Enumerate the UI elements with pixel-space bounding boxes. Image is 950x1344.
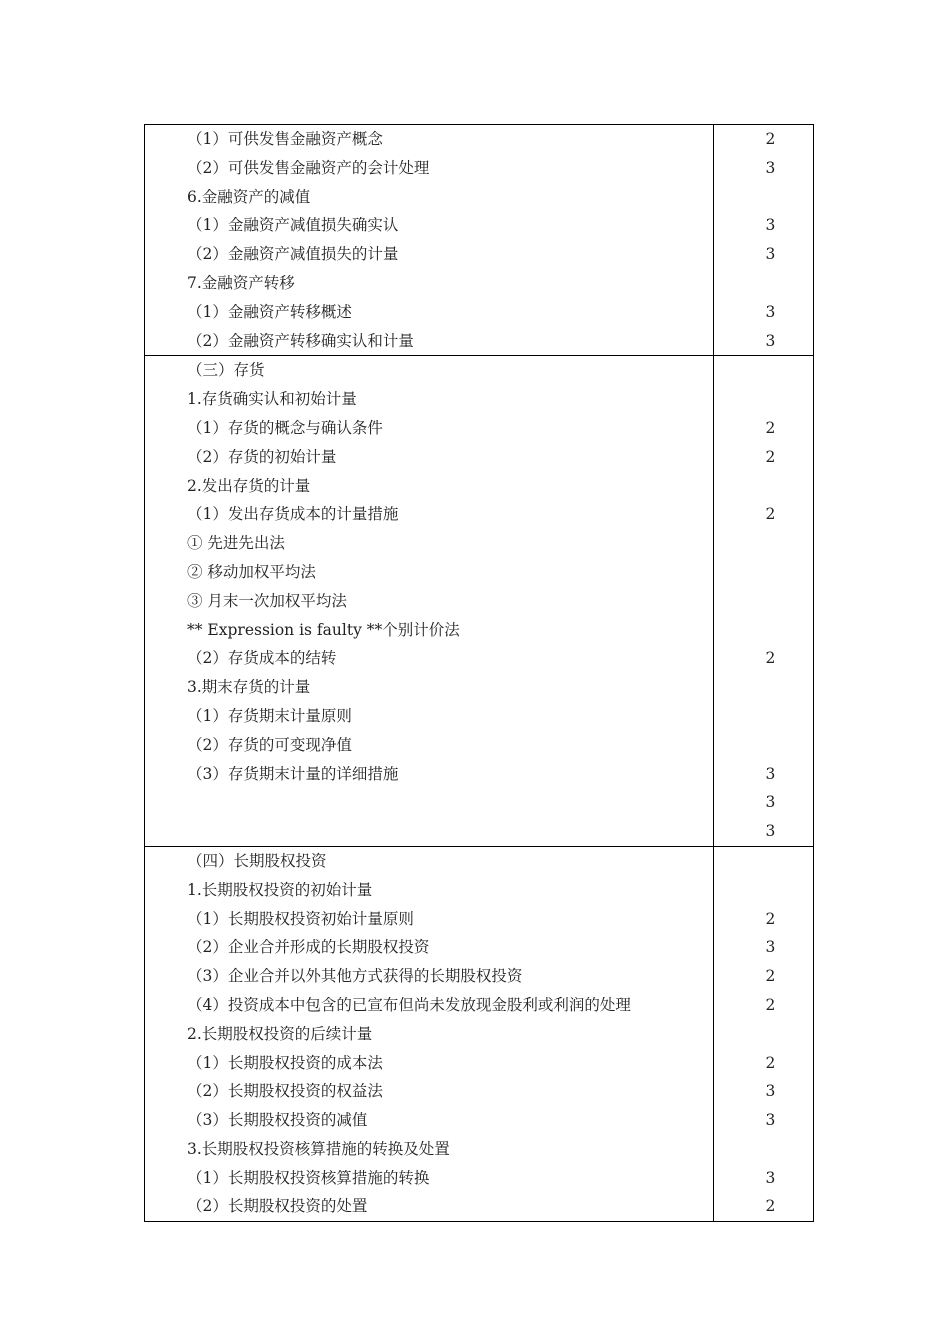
syllabus-table-body [145,125,814,1222]
hours-value: 2 [765,130,776,148]
outline-item: （2）可供发售金融资产的会计处理 [187,158,430,177]
hours-value: 2 [765,649,776,668]
outline-item: （4）投资成本中包含的已宣布但尚未发放现金股利或利润的处理 [187,995,631,1014]
outline-item: （2）存货成本的结转 [187,649,337,668]
section-row [145,356,814,847]
hours-value: 2 [765,909,776,928]
content-cell [145,356,714,847]
outline-item: （2）长期股权投资的处置 [187,1197,368,1216]
outline-item: （2）金融资产减值损失的计量 [187,245,399,264]
hours-value [714,847,813,876]
hours-value: 2 [765,967,776,986]
hours-value [714,385,813,414]
outline-item: （3）存货期末计量的详细措施 [187,764,399,783]
content-cell [145,125,714,356]
hours-value: 2 [765,447,776,466]
hours-cell [713,356,813,847]
outline-item: ** Expression is faulty **个别计价法 [187,620,460,639]
hours-value: 3 [765,822,776,841]
outline-item: 2.发出存货的计量 [187,476,311,495]
hours-value: 3 [765,764,776,783]
hours-value: 3 [765,1168,776,1187]
hours-value [714,1135,813,1164]
outline-item: （1）发出存货成本的计量措施 [187,505,399,524]
outline-item: （1）金融资产减值损失确实认 [187,216,399,235]
outline-item [145,817,713,846]
hours-value [714,587,813,616]
section-row [145,846,814,1221]
outline-item: （1）存货的概念与确认条件 [187,418,383,437]
hours-cell [713,125,813,356]
hours-value [714,616,813,645]
hours-value: 3 [765,793,776,812]
hours-value [714,558,813,587]
hours-value [714,472,813,501]
hours-value [714,529,813,558]
outline-item: （2）存货的可变现净值 [187,735,352,754]
hours-value [714,1020,813,1049]
hours-value: 3 [765,1111,776,1130]
hours-value [714,183,813,212]
outline-item: （1）存货期末计量原则 [187,706,352,725]
outline-item: ② 移动加权平均法 [187,562,316,581]
hours-cell [713,846,813,1221]
outline-item: （1）长期股权投资初始计量原则 [187,909,414,928]
hours-value: 3 [765,158,776,177]
outline-item: （1）金融资产转移概述 [187,302,352,321]
outline-item: 1.存货确实认和初始计量 [187,390,357,409]
outline-item: 2.长期股权投资的后续计量 [187,1024,373,1043]
outline-item: 6.金融资产的减值 [187,187,311,206]
hours-value: 2 [765,1197,776,1216]
outline-item: （2）企业合并形成的长期股权投资 [187,938,430,957]
hours-value: 3 [765,938,776,957]
hours-value: 2 [765,1053,776,1072]
hours-value [714,702,813,731]
outline-item: 3.长期股权投资核算措施的转换及处置 [187,1139,450,1158]
hours-value: 3 [765,216,776,235]
outline-item: （三）存货 [187,361,265,380]
hours-value: 3 [765,1082,776,1101]
syllabus-table [144,124,814,1222]
outline-item: （四）长期股权投资 [187,851,327,870]
hours-value: 3 [765,331,776,350]
outline-item: 7.金融资产转移 [187,273,295,292]
outline-item: （3）长期股权投资的减值 [187,1111,368,1130]
hours-value: 2 [765,418,776,437]
outline-item: （2）金融资产转移确实认和计量 [187,331,414,350]
content-cell [145,846,714,1221]
outline-item: （1）长期股权投资核算措施的转换 [187,1168,430,1187]
outline-item: 1.长期股权投资的初始计量 [187,880,373,899]
hours-value: 2 [765,995,776,1014]
hours-value [714,876,813,905]
hours-value: 3 [765,302,776,321]
hours-value [714,673,813,702]
outline-item: （2）存货的初始计量 [187,447,337,466]
outline-item: （1）长期股权投资的成本法 [187,1053,383,1072]
outline-item: ③ 月末一次加权平均法 [187,591,347,610]
outline-item: （2）长期股权投资的权益法 [187,1082,383,1101]
outline-item [145,788,713,817]
hours-value [714,269,813,298]
outline-item: （1）可供发售金融资产概念 [187,130,383,148]
outline-item: ① 先进先出法 [187,534,285,553]
outline-item: 3.期末存货的计量 [187,678,311,697]
section-row [145,125,814,356]
hours-value [714,356,813,385]
hours-value [714,731,813,760]
outline-item: （3）企业合并以外其他方式获得的长期股权投资 [187,967,523,986]
hours-value: 3 [765,245,776,264]
hours-value: 2 [765,505,776,524]
